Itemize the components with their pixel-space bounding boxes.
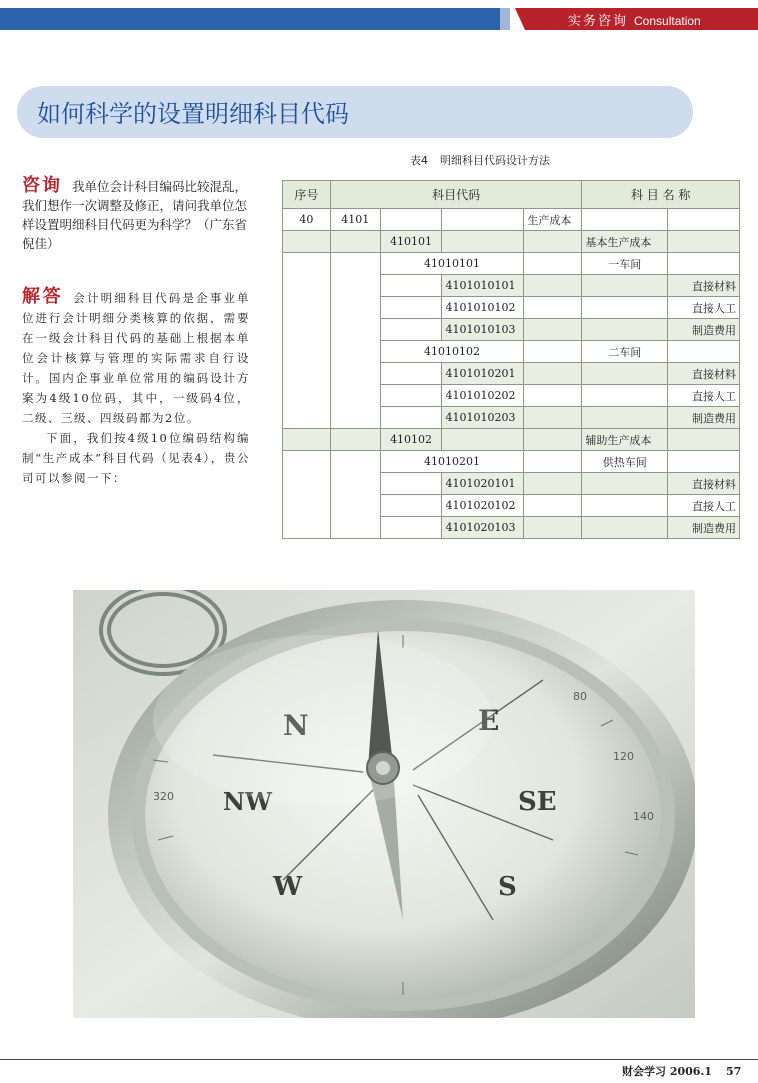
code-cell: 41010102 — [380, 341, 524, 363]
degree-120: 120 — [613, 750, 634, 763]
dial-label-n: N — [283, 709, 309, 742]
header-code: 科目代码 — [330, 181, 582, 209]
degree-320: 320 — [153, 790, 174, 803]
code-cell: 4101010103 — [442, 319, 524, 341]
name-cell: 辅助生产成本 — [582, 429, 668, 451]
compass-illustration — [73, 590, 695, 1018]
answer-paragraph — [22, 287, 250, 428]
section-label-cn: 实务咨询 — [568, 14, 629, 29]
article-title-banner — [17, 86, 693, 138]
section-label — [568, 10, 701, 29]
code-cell: 410101 — [380, 231, 442, 253]
name-cell: 直接材料 — [668, 275, 740, 297]
code-cell: 4101020102 — [442, 495, 524, 517]
question-text: 我单位会计科目编码比较混乱，我们想作一次调整及修正，请问我单位怎样设置明细科目代码更为科学？（广东省 倪佳） — [22, 179, 260, 251]
name-cell: 制造费用 — [668, 517, 740, 539]
table-header-row — [283, 181, 740, 209]
footer-rule — [0, 1059, 758, 1060]
answer-block — [22, 287, 250, 488]
header-seq: 序号 — [283, 181, 331, 209]
seq-cell: 40 — [283, 209, 331, 231]
table-row — [283, 231, 740, 253]
dial-label-nw: NW — [223, 787, 272, 816]
header-divider — [500, 8, 510, 30]
name-cell: 供热车间 — [582, 451, 668, 473]
dial-label-s: S — [498, 872, 517, 902]
page-number: 57 — [725, 1065, 742, 1078]
section-label-en: Consultation — [634, 14, 701, 28]
header-name: 科 目 名 称 — [582, 181, 740, 209]
name-cell: 直接材料 — [668, 473, 740, 495]
name-cell: 生产成本 — [524, 209, 582, 231]
page-footer — [622, 1063, 741, 1079]
table-caption-number: 表4 — [410, 154, 428, 167]
name-cell: 直接人工 — [668, 495, 740, 517]
article-body — [22, 175, 260, 488]
question-label: 咨询 — [22, 175, 62, 196]
name-cell: 直接材料 — [668, 363, 740, 385]
name-cell: 基本生产成本 — [582, 231, 668, 253]
name-cell: 直接人工 — [668, 297, 740, 319]
table-caption — [410, 152, 550, 168]
table-caption-title: 明细科目代码设计方法 — [440, 154, 550, 167]
degree-140: 140 — [633, 810, 654, 823]
code-cell: 4101010203 — [442, 407, 524, 429]
question-paragraph — [22, 175, 260, 253]
table-row — [283, 209, 740, 231]
table-row — [283, 253, 740, 275]
name-cell: 直接人工 — [668, 385, 740, 407]
code-cell: 4101010201 — [442, 363, 524, 385]
header-blue-bar — [0, 8, 500, 30]
code-cell: 410102 — [380, 429, 442, 451]
article-title: 如何科学的设置明细科目代码 — [37, 100, 349, 128]
dial-label-w: W — [273, 872, 303, 902]
code-cell: 4101020103 — [442, 517, 524, 539]
dial-label-se: SE — [518, 787, 557, 817]
dial-label-e: E — [478, 704, 500, 737]
name-cell: 一车间 — [582, 253, 668, 275]
code-cell: 4101 — [330, 209, 380, 231]
compass-photo — [73, 590, 695, 1018]
table-row — [283, 451, 740, 473]
code-cell: 4101010202 — [442, 385, 524, 407]
degree-80: 80 — [573, 690, 587, 703]
code-cell: 41010101 — [380, 253, 524, 275]
code-cell: 4101010101 — [442, 275, 524, 297]
answer-label: 解答 — [22, 286, 64, 307]
name-cell: 制造费用 — [668, 319, 740, 341]
account-code-table — [282, 180, 740, 539]
name-cell: 二车间 — [582, 341, 668, 363]
code-cell: 4101020101 — [442, 473, 524, 495]
journal-issue: 财会学习 2006.1 — [622, 1065, 712, 1078]
code-cell: 4101010102 — [442, 297, 524, 319]
name-cell: 制造费用 — [668, 407, 740, 429]
code-cell: 41010201 — [380, 451, 524, 473]
section-header-band — [0, 8, 758, 30]
answer-text: 会计明细科目代码是企事业单位进行会计明细分类核算的依据，需要在一级会计科目代码的基础上根据本单位会计核算与管理的实际需求自行设计。国内企事业单位常用的编码设计方案为4级10位码，其中，一级码4位，二级、三级、四级码都为2位。 — [22, 291, 251, 425]
answer-paragraph-2: 下面，我们按4级10位编码结构编制“生产成本”科目代码（见表4），贵公司可以参阅一下： — [22, 431, 250, 485]
table-row — [283, 429, 740, 451]
